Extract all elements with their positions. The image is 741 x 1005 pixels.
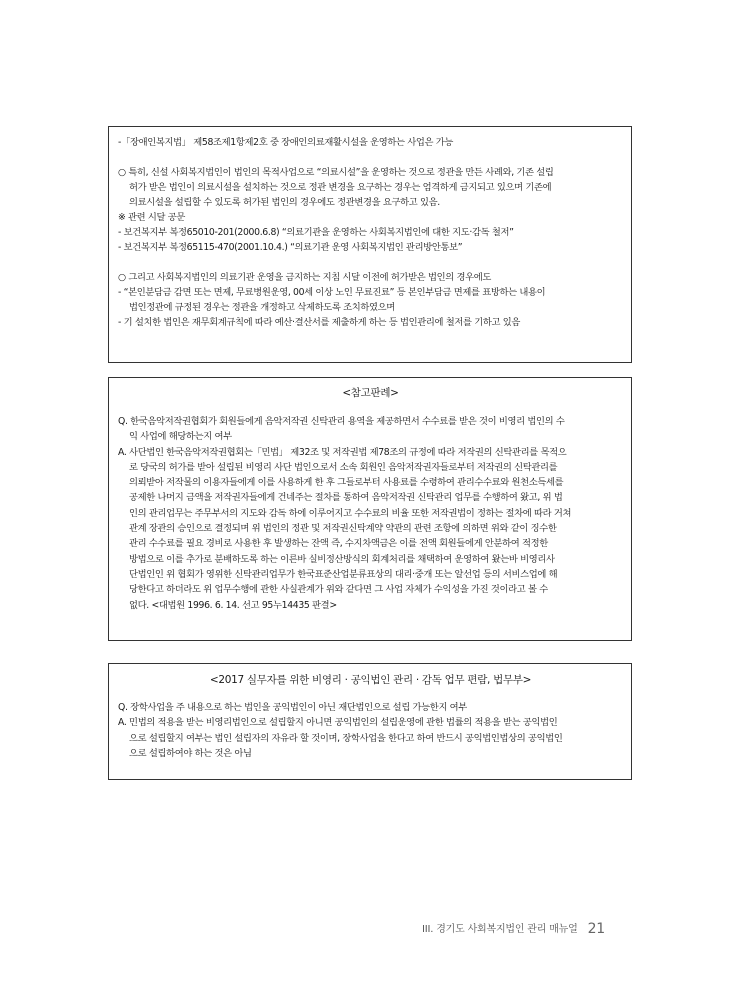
spacer [118,688,623,700]
answer-line: 공제한 나머지 금액을 저작권자들에게 건네주는 절차를 통하여 음악저작권 신탁관리 업무를 수행하여 왔고, 위 법 [129,492,563,504]
text-line: - 기 설치한 법인은 재무회계규칙에 따라 예산·결산서를 제출하게 하는 등 법인관리에 철저를 기하고 있음 [118,317,520,328]
spacer [118,255,623,270]
answer-line: A. 민법의 적용을 받는 비영리법인으로 설립할지 아니면 공익법인의 설립운영에 관한 법률의 적용을 받는 공익법인 [118,717,558,729]
answer-line: 관계 장관의 승인으로 결정되며 위 법인의 정관 및 저작권신탁계약 약관의 관련 조항에 의하면 위와 같이 징수한 [129,523,557,535]
text-line: ○ 그리고 사회복지법인의 의료기관 운영을 금지하는 지침 시달 이전에 허가받은 법인의 경우에도 [118,272,492,283]
footer-section-title: III. 경기도 사회복지법인 관리 매뉴얼 [422,924,578,935]
info-box [108,126,632,363]
spacer [118,150,623,165]
text-line: -「장애인복지법」 제58조제1항제2호 중 장애인의료재활시설을 운영하는 사업은 가능 [118,137,453,148]
question-line: Q. 장학사업을 주 내용으로 하는 법인을 공익법인이 아닌 재단법인으로 설립 가능한지 여부 [118,702,467,713]
answer-line: 방법으로 이를 추가로 분배하도록 하는 이른바 실비정산방식의 회계처리를 채택하여 운영하여 왔는바 비영리사 [129,553,555,565]
box-title: <2017 실무자를 위한 비영리 · 공익법인 관리 · 감독 업무 편람, 법무부> [209,674,532,686]
text-line: 법인정관에 규정된 경우는 정관을 개정하고 삭제하도록 조치하였으며 [129,302,395,313]
answer-line: 당한다고 하더라도 위 업무수행에 관한 사실관계가 위와 같다면 그 사업 자체가 수익성을 가진 것이라고 볼 수 [129,584,548,596]
text-line: ※ 관련 시달 공문 [118,212,186,223]
answer-line: 단법인인 위 협회가 영위한 신탁관리업무가 한국표준산업분류표상의 대리·중개 또는 알선업 등의 서비스업에 해 [129,568,558,580]
page-number: 21 [587,921,606,937]
answer-line: 관리 수수료를 필요 경비로 사용한 후 발생하는 잔액 즉, 수지차액금은 이를 전액 회원들에게 안분하여 적정한 [129,538,548,550]
answer-line: A. 사단법인 한국음악저작권협회는「민법」 제32조 및 저작권법 제78조의 규정에 따라 저작권의 신탁관리를 목적으 [118,446,567,458]
case-law-box [108,377,632,641]
text-line: - “본인분담금 감면 또는 면제, 무료병원운영, 00세 이상 노인 무료진료” 등 본인부담금 면제를 표방하는 내용이 [118,287,546,298]
box-title: <참고판례> [342,387,399,399]
answer-line: 으로 설립하여야 하는 것은 아님 [129,747,252,759]
answer-line: 로 당국의 허가를 받아 설립된 비영리 사단 법인으로서 소속 회원인 음악저작권자들로부터 저작권의 신탁관리를 [129,461,558,473]
text-line: ○ 특히, 신설 사회복지법인이 법인의 목적사업으로 “의료시설”을 운영하는 것으로 정관을 만든 사례와, 기존 설립 [118,167,554,178]
question-line: Q. 한국음악저작권협회가 회원들에게 음악저작권 신탁관리 용역을 제공하면서 수수료를 받은 것이 비영리 법인의 수 [118,416,565,427]
spacer [118,401,623,414]
reference-box [108,663,632,780]
text-line: 의료시설을 설립할 수 있도록 허가된 법인의 경우에도 정관변경을 요구하고 있음. [129,197,440,208]
text-line: 허가 받은 법인이 의료시설을 설치하는 것으로 정관 변경을 요구하는 경우는 엄격하게 금지되고 있으며 기존에 [129,182,552,193]
answer-line: 의뢰받아 저작물의 이용자들에게 이를 사용하게 한 후 그들로부터 사용료를 수령하여 관리수수료와 원천소득세를 [129,477,564,489]
question-line: 익 사업에 해당하는지 여부 [129,431,232,443]
answer-line: 인의 관리업무는 주무부서의 지도와 감독 하에 이루어지고 수수료의 비율 또한 저작권법이 정하는 절차에 따라 거쳐 [129,507,572,519]
text-line: - 보건복지부 복정65010-201(2000.6.8) “의료기관을 운영하는 사회복지법인에 대한 지도·감독 철저” [118,227,514,238]
answer-line: 으로 설립할지 여부는 법인 설립자의 자유라 할 것이며, 장학사업을 한다고 하여 반드시 공익법인법상의 공익법인 [129,732,563,744]
page-footer [422,920,605,937]
answer-line: 없다. <대법원 1996. 6. 14. 선고 95누14435 판결> [129,599,337,611]
text-line: - 보건복지부 복정65115-470(2001.10.4.) “의료기관 운영 사회복지법인 관리방안통보” [118,242,463,253]
